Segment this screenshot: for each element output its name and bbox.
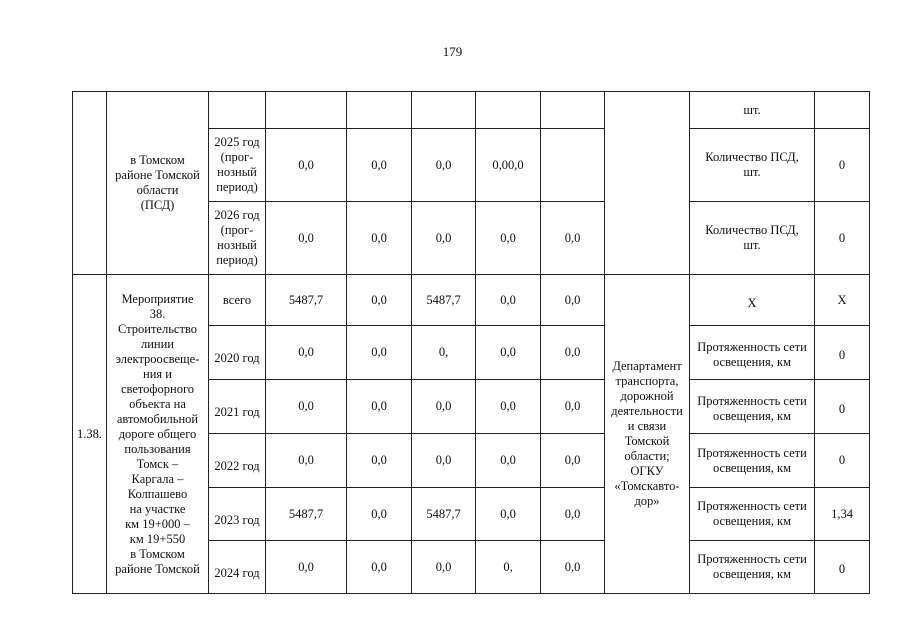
value-cell: 0,0	[476, 275, 541, 326]
value-cell: 5487,7	[412, 275, 476, 326]
value-cell: 0,	[412, 326, 476, 380]
value-cell: 0,0	[266, 434, 347, 488]
value-cell: 0,0	[347, 202, 412, 275]
period-cell	[209, 92, 266, 129]
value-cell: 0,	[476, 541, 541, 594]
indicator-value-cell: 1,34	[815, 488, 870, 541]
table-row	[73, 275, 870, 326]
value-cell: 0,0	[266, 541, 347, 594]
value-cell: 0,0	[266, 202, 347, 275]
indicator-cell: Протяженность сети освещения, км	[690, 434, 815, 488]
row-number-cell	[73, 92, 107, 275]
period-cell: всего	[209, 275, 266, 326]
value-cell: 0,0	[347, 434, 412, 488]
indicator-value-cell: 0	[815, 129, 870, 202]
indicator-cell: Х	[690, 275, 815, 326]
value-cell: 0,0	[476, 202, 541, 275]
indicator-cell: Количество ПСД, шт.	[690, 129, 815, 202]
value-cell	[476, 92, 541, 129]
value-cell: 0,0	[347, 541, 412, 594]
period-cell: 2020 год	[209, 326, 266, 380]
value-cell	[541, 129, 605, 202]
value-cell	[266, 92, 347, 129]
value-cell: 5487,7	[266, 488, 347, 541]
measure-name-cell: в Томском районе Томской области (ПСД)	[107, 92, 209, 275]
period-cell: 2021 год	[209, 380, 266, 434]
value-cell	[347, 92, 412, 129]
value-cell: 0,0	[347, 326, 412, 380]
table-row	[73, 92, 870, 129]
value-cell: 0,0	[541, 541, 605, 594]
value-cell: 0,0	[412, 202, 476, 275]
value-cell: 0,0	[347, 488, 412, 541]
period-cell: 2026 год (прог- нозный период)	[209, 202, 266, 275]
indicator-cell: Протяженность сети освещения, км	[690, 488, 815, 541]
indicator-cell: Протяженность сети освещения, км	[690, 541, 815, 594]
value-cell: 0,0	[541, 202, 605, 275]
indicator-value-cell: 0	[815, 380, 870, 434]
indicator-cell: Протяженность сети освещения, км	[690, 326, 815, 380]
value-cell: 0,0	[541, 488, 605, 541]
value-cell: 0,0	[347, 380, 412, 434]
value-cell: 5487,7	[412, 488, 476, 541]
value-cell	[412, 92, 476, 129]
indicator-value-cell	[815, 92, 870, 129]
period-cell: 2022 год	[209, 434, 266, 488]
value-cell: 0,0	[476, 380, 541, 434]
value-cell: 0,0	[266, 380, 347, 434]
value-cell: 0,0	[266, 326, 347, 380]
indicator-value-cell: Х	[815, 275, 870, 326]
indicator-cell: Протяженность сети освещения, км	[690, 380, 815, 434]
value-cell: 0,0	[541, 275, 605, 326]
value-cell: 0,00,0	[476, 129, 541, 202]
value-cell: 0,0	[266, 129, 347, 202]
indicator-value-cell: 0	[815, 202, 870, 275]
value-cell: 0,0	[476, 326, 541, 380]
measure-name-cell: Мероприятие 38. Строительство линии электроосвеще- ния и светофорного объекта на автомобильной дороге общего пользования Томск – Каргала – Колпашево на участке км 19+000 – км 19+550 в Томском районе Томской	[107, 275, 209, 594]
period-cell: 2023 год	[209, 488, 266, 541]
indicator-cell: шт.	[690, 92, 815, 129]
value-cell: 0,0	[541, 326, 605, 380]
indicator-value-cell: 0	[815, 541, 870, 594]
indicator-value-cell: 0	[815, 434, 870, 488]
value-cell: 0,0	[412, 541, 476, 594]
value-cell: 0,0	[412, 380, 476, 434]
value-cell: 0,0	[476, 434, 541, 488]
value-cell: 5487,7	[266, 275, 347, 326]
indicator-cell: Количество ПСД, шт.	[690, 202, 815, 275]
program-table	[72, 91, 870, 594]
value-cell: 0,0	[347, 129, 412, 202]
executor-cell	[605, 92, 690, 275]
row-number-cell: 1.38.	[73, 275, 107, 594]
value-cell: 0,0	[412, 129, 476, 202]
value-cell: 0,0	[541, 434, 605, 488]
period-cell: 2025 год (прог- нозный период)	[209, 129, 266, 202]
value-cell: 0,0	[541, 380, 605, 434]
value-cell: 0,0	[412, 434, 476, 488]
indicator-value-cell: 0	[815, 326, 870, 380]
period-cell: 2024 год	[209, 541, 266, 594]
executor-cell: Департамент транспорта, дорожной деятельности и связи Томской области; ОГКУ «Томскавто- дор»	[605, 275, 690, 594]
page-number: 179	[442, 44, 463, 59]
value-cell: 0,0	[476, 488, 541, 541]
value-cell: 0,0	[347, 275, 412, 326]
value-cell	[541, 92, 605, 129]
